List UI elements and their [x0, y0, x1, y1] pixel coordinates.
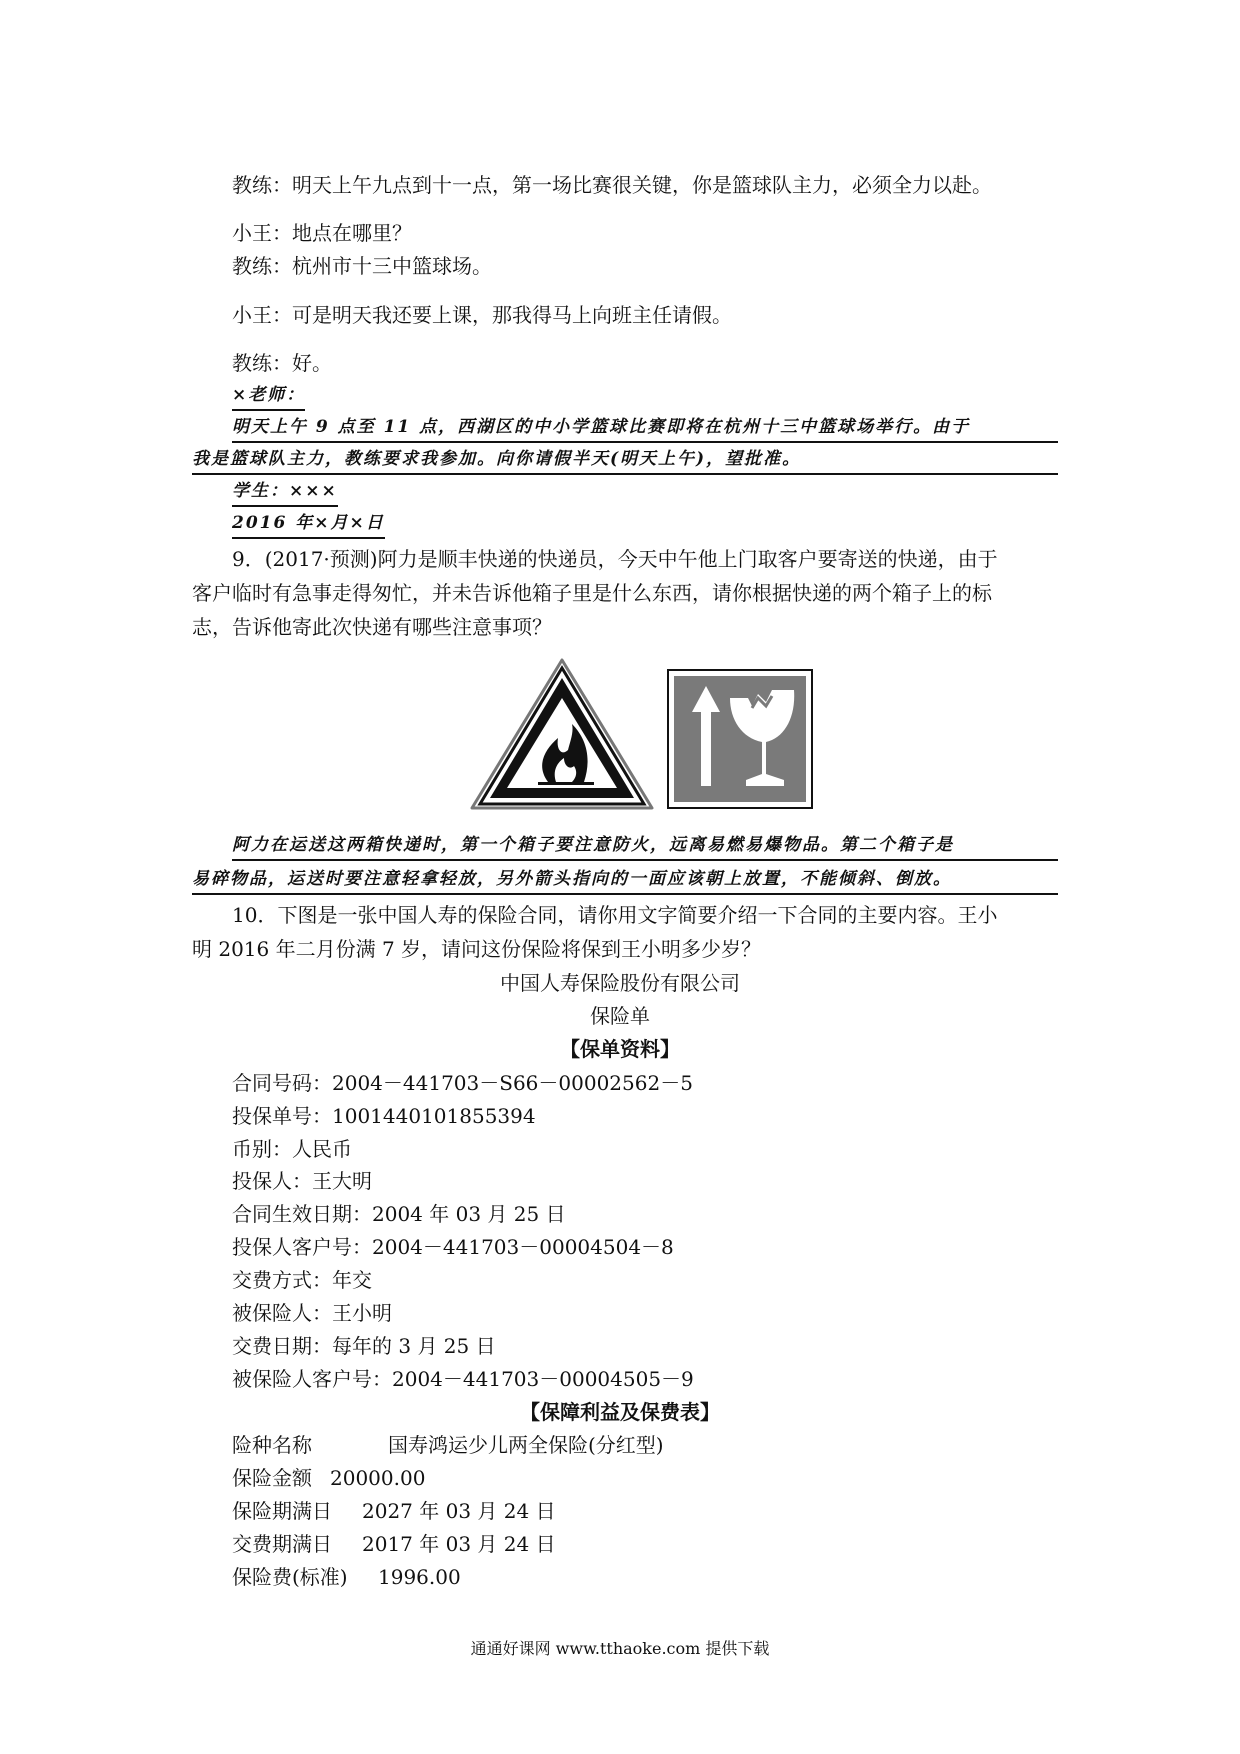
q10-text: 10．下图是一张中国人寿的保险合同，请你用文字简要介绍一下合同的主要内容。王小	[232, 903, 998, 927]
policy-field: 合同生效日期：2004 年 03 月 25 日	[232, 1202, 566, 1226]
policy-section-heading: 【保单资料】	[560, 1037, 680, 1061]
benefit-value: 国寿鸿运少儿两全保险(分红型)	[388, 1433, 664, 1457]
policy-field: 投保人：王大明	[232, 1169, 372, 1193]
q9-answer-line: 易碎物品，运送时要注意轻拿轻放，另外箭头指向的一面应该朝上放置，不能倾斜、倒放。	[192, 866, 1058, 895]
policy-field: 投保人客户号：2004－441703－00004504－8	[232, 1235, 674, 1259]
policy-field: 币别：人民币	[232, 1137, 352, 1161]
flammable-warning-icon	[470, 658, 654, 812]
q9-text: 9．(2017·预测)阿力是顺丰快递的快递员，今天中午他上门取客户要寄送的快递，由于	[232, 547, 998, 571]
q10-text: 明 2016 年二月份满 7 岁，请问这份保险将保到王小明多少岁？	[192, 937, 762, 961]
policy-field: 被保险人：王小明	[232, 1301, 392, 1325]
benefit-label: 保险期满日	[232, 1499, 332, 1523]
dialogue-line: 教练：好。	[232, 351, 332, 375]
benefit-label: 交费期满日	[232, 1532, 332, 1556]
policy-field: 投保单号：1001440101855394	[232, 1104, 536, 1128]
note-salutation: ×老师：	[232, 382, 305, 411]
dialogue-line: 小王：可是明天我还要上课，那我得马上向班主任请假。	[232, 303, 732, 327]
benefit-value: 1996.00	[378, 1565, 461, 1589]
q9-text: 志，告诉他寄此次快递有哪些注意事项？	[192, 615, 552, 639]
note-body-line: 我是篮球队主力，教练要求我参加。向你请假半天(明天上午)，望批准。	[192, 446, 1058, 475]
policy-field: 交费方式：年交	[232, 1268, 372, 1292]
policy-section-heading: 【保障利益及保费表】	[520, 1400, 720, 1424]
fragile-this-way-up-icon	[666, 668, 814, 810]
dialogue-line: 教练：杭州市十三中篮球场。	[232, 254, 492, 278]
q9-text: 客户临时有急事走得匆忙，并未告诉他箱子里是什么东西，请你根据快递的两个箱子上的标	[192, 581, 992, 605]
benefit-value: 20000.00	[330, 1466, 426, 1490]
policy-field: 交费日期：每年的 3 月 25 日	[232, 1334, 496, 1358]
benefit-label: 保险费(标准)	[232, 1565, 348, 1589]
dialogue-line: 教练：明天上午九点到十一点，第一场比赛很关键，你是篮球队主力，必须全力以赴。	[232, 173, 992, 197]
footer-text: 通通好课网 www.tthaoke.com 提供下载	[470, 1639, 770, 1658]
policy-title: 保险单	[590, 1004, 650, 1028]
note-body-line: 明天上午 9 点至 11 点，西湖区的中小学篮球比赛即将在杭州十三中篮球场举行。由于	[232, 414, 1058, 443]
dialogue-line: 小王：地点在哪里？	[232, 221, 412, 245]
note-signature: 学生：×××	[232, 478, 338, 507]
benefit-value: 2027 年 03 月 24 日	[362, 1499, 556, 1523]
note-date: 2016 年×月×日	[232, 510, 385, 539]
policy-field: 合同号码：2004－441703－S66－00002562－5	[232, 1071, 693, 1095]
policy-field: 被保险人客户号：2004－441703－00004505－9	[232, 1367, 694, 1391]
benefit-label: 保险金额	[232, 1466, 312, 1490]
q9-answer-line: 阿力在运送这两箱快递时，第一个箱子要注意防火，远离易燃易爆物品。第二个箱子是	[232, 832, 1058, 861]
benefit-value: 2017 年 03 月 24 日	[362, 1532, 556, 1556]
benefit-label: 险种名称	[232, 1433, 312, 1457]
policy-company: 中国人寿保险股份有限公司	[500, 971, 740, 995]
